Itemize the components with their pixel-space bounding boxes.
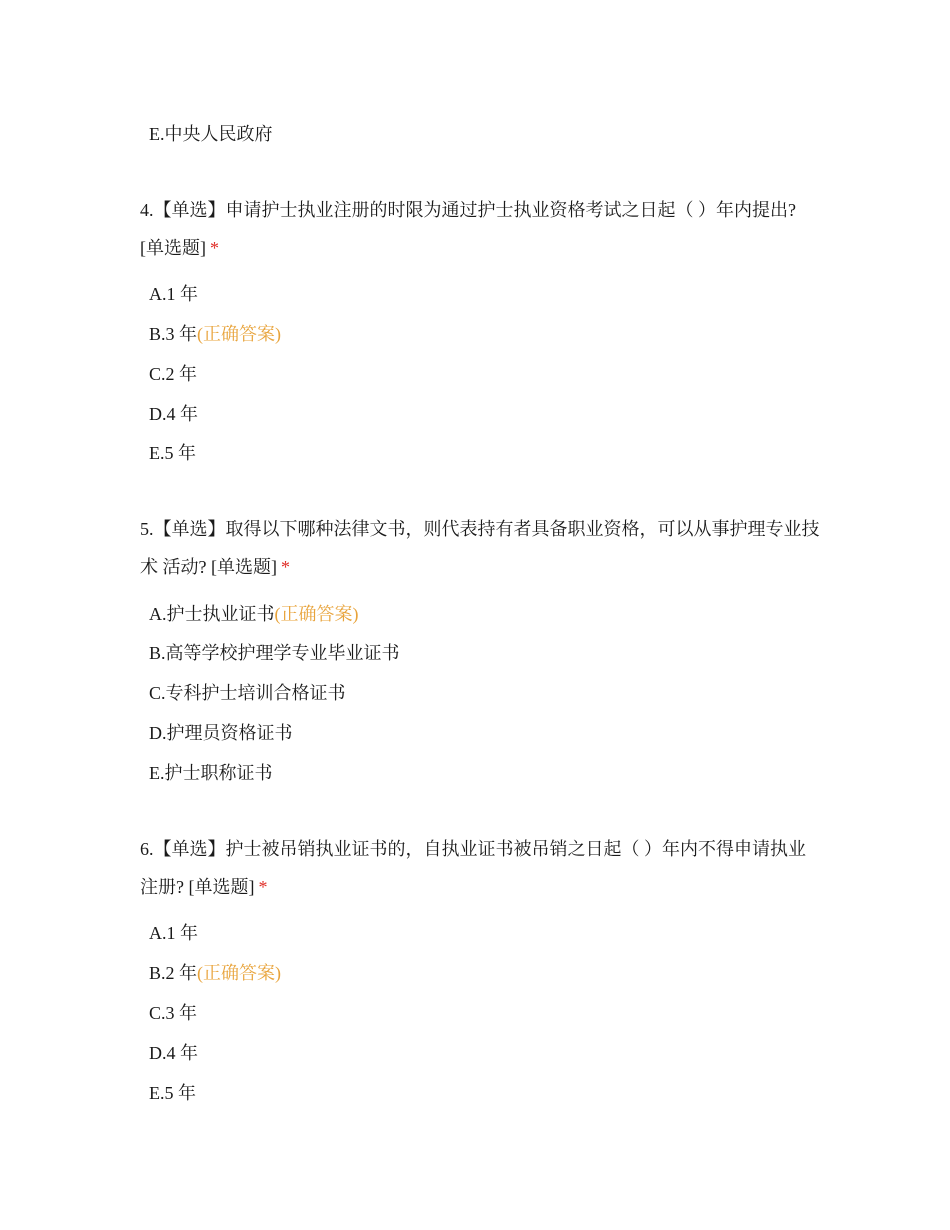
option-text: D.4 年 [149, 1043, 198, 1063]
question-4-option-a [149, 282, 198, 306]
question-6-option-e [149, 1081, 196, 1105]
option-text: B.高等学校护理学专业毕业证书 [149, 643, 400, 663]
question-4-option-b [149, 322, 281, 346]
option-text: D.护理员资格证书 [149, 723, 293, 743]
correct-answer-label: (正确答案) [197, 324, 282, 344]
prev-question-option-e [149, 122, 273, 146]
option-text: C.3 年 [149, 1003, 198, 1023]
question-5-option-a [149, 602, 359, 626]
question-number: 6. [140, 839, 154, 859]
question-text: 【单选】护士被吊销执业证书的，自执业证书被吊销之日起（ ）年内不得申请执业注册? [单选题] [140, 839, 806, 897]
question-5-stem [140, 510, 820, 586]
question-5-option-c [149, 681, 346, 705]
option-text: C.专科护士培训合格证书 [149, 683, 346, 703]
question-number: 5. [140, 519, 154, 539]
option-text: B.2 年 [149, 963, 198, 983]
question-6-option-d [149, 1041, 198, 1065]
correct-answer-label: (正确答案) [197, 963, 282, 983]
option-text: E.中央人民政府 [149, 124, 273, 144]
question-text: 【单选】取得以下哪种法律文书，则代表持有者具备职业资格，可以从事护理专业技术 活动? [单选题] [140, 519, 820, 577]
option-text: B.3 年 [149, 324, 198, 344]
required-mark: * [258, 877, 268, 897]
option-text: E.护士职称证书 [149, 763, 273, 783]
question-5-option-b [149, 641, 400, 665]
required-mark: * [210, 238, 219, 258]
question-4-stem [140, 191, 820, 267]
option-text: E.5 年 [149, 1083, 196, 1103]
question-6-stem [140, 830, 820, 906]
question-text: 【单选】申请护士执业注册的时限为通过护士执业资格考试之日起（ ）年内提出? [单选题] [140, 200, 796, 258]
question-6-option-b [149, 961, 281, 985]
question-6-option-c [149, 1001, 197, 1025]
option-text: E.5 年 [149, 443, 196, 463]
question-6-option-a [149, 921, 198, 945]
question-5-option-d [149, 721, 293, 745]
option-text: D.4 年 [149, 404, 198, 424]
option-text: C.2 年 [149, 364, 198, 384]
option-text: A.护士执业证书 [149, 604, 275, 624]
question-4-option-d [149, 402, 198, 426]
question-4-option-c [149, 362, 197, 386]
correct-answer-label: (正确答案) [274, 604, 359, 624]
question-number: 4. [140, 200, 154, 220]
required-mark: * [280, 557, 290, 577]
question-5-option-e [149, 761, 273, 785]
question-4-option-e [149, 441, 196, 465]
option-text: A.1 年 [149, 923, 198, 943]
option-text: A.1 年 [149, 284, 198, 304]
